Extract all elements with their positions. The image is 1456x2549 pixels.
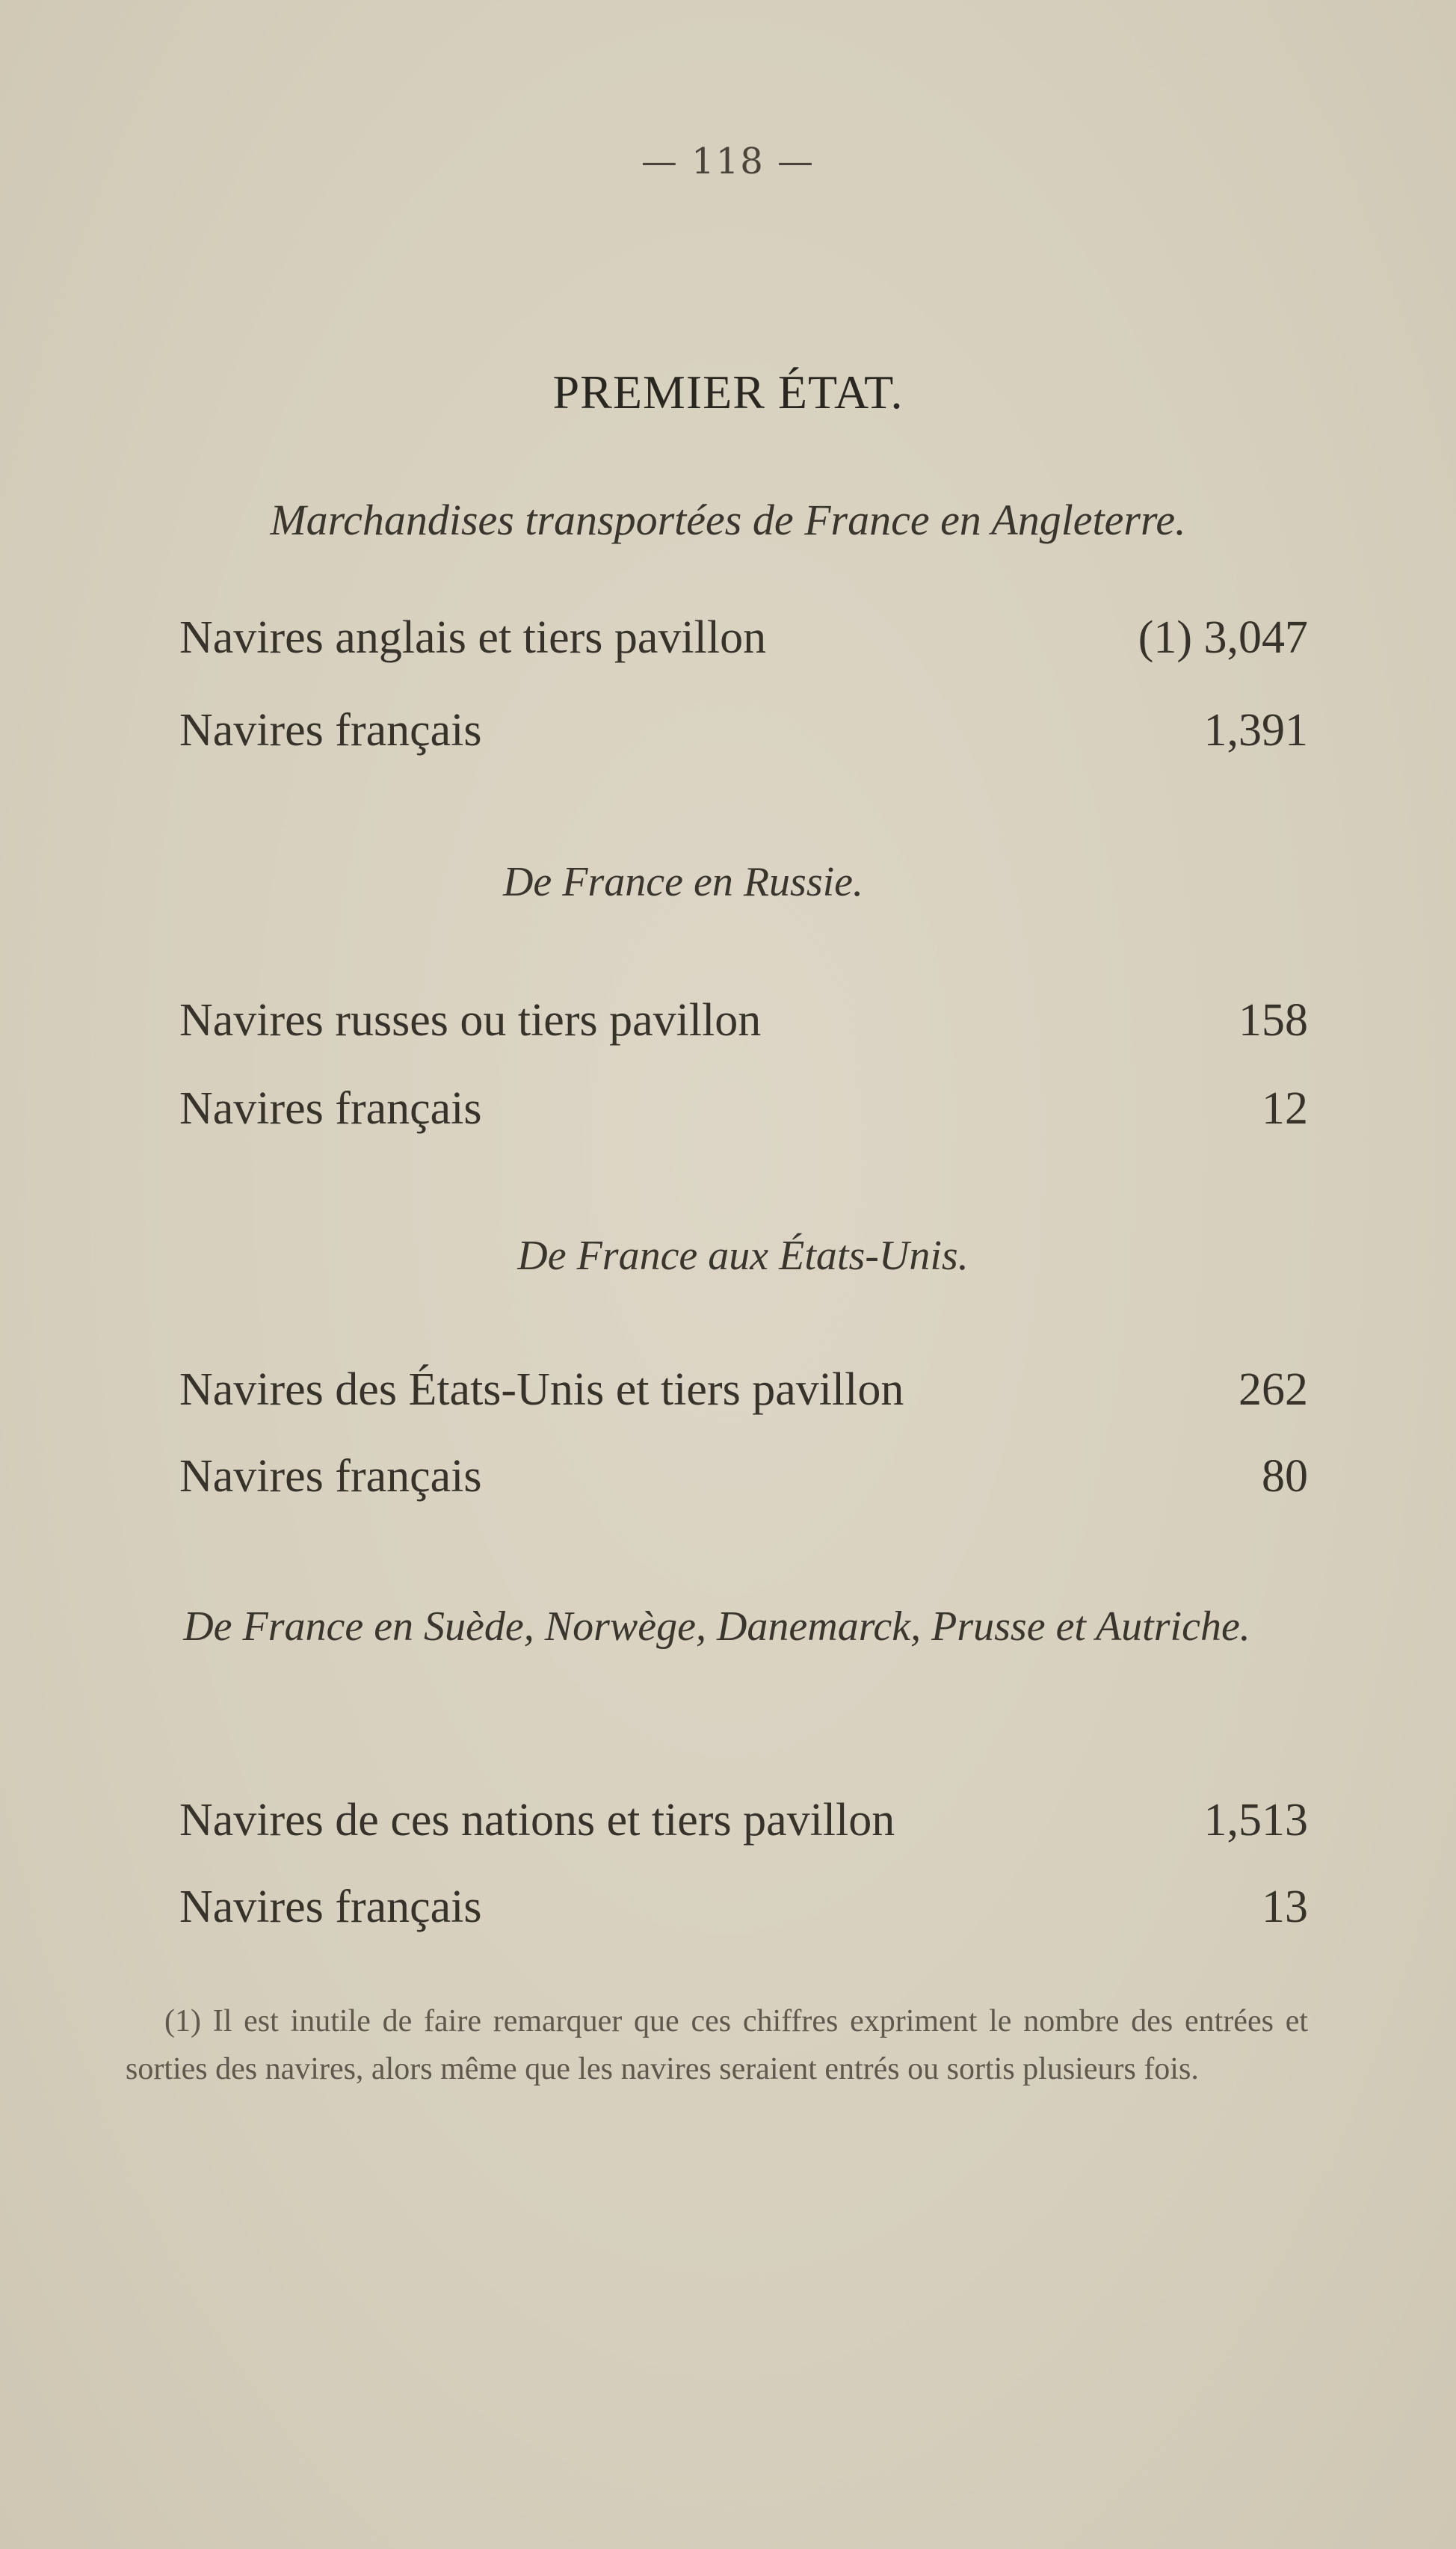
section-heading-nord: De France en Suède, Norwège, Danemarck, Prusse et Autriche. (183, 1603, 1250, 1650)
table-row (179, 994, 1308, 1054)
table-row (179, 1794, 1308, 1854)
table-row (179, 1881, 1308, 1941)
row-label: Navires français (179, 1881, 482, 1932)
row-label: Navires français (179, 705, 482, 756)
table-row (179, 704, 1308, 764)
table-row (179, 611, 1308, 671)
section-heading-angleterre: Marchandises transportées de France en Angleterre. (270, 496, 1186, 544)
row-label: Navires russes ou tiers pavillon (179, 995, 762, 1046)
table-row (179, 1450, 1308, 1510)
row-value: 12 (1262, 1083, 1308, 1134)
table-row (179, 1363, 1308, 1423)
row-value: 158 (1238, 995, 1308, 1046)
row-value: 1,391 (1203, 705, 1308, 756)
row-label: Navires des États-Unis et tiers pavillon (179, 1364, 904, 1415)
row-label: Navires français (179, 1083, 482, 1134)
section-heading-russie: De France en Russie. (502, 859, 864, 905)
row-label: Navires anglais et tiers pavillon (179, 612, 767, 663)
page-number: — 118 — (641, 141, 815, 182)
row-value: 262 (1238, 1364, 1308, 1415)
row-value: 13 (1262, 1881, 1308, 1932)
row-label: Navires de ces nations et tiers pavillon (179, 1795, 895, 1846)
footnote: (1) Il est inutile de faire remarquer que ces chiffres expriment le nombre des entrées et sorties des navires, alors même que les navires seraient entrés ou sortis plusieurs fois. (126, 2004, 1308, 2086)
row-value: (1) 3,047 (1138, 612, 1308, 663)
row-value: 80 (1262, 1451, 1308, 1502)
row-label: Navires français (179, 1451, 482, 1502)
table-row (179, 1082, 1308, 1142)
section-heading-etats-unis: De France aux États-Unis. (517, 1233, 969, 1279)
row-value: 1,513 (1203, 1795, 1308, 1846)
page-title: PREMIER ÉTAT. (552, 366, 904, 419)
